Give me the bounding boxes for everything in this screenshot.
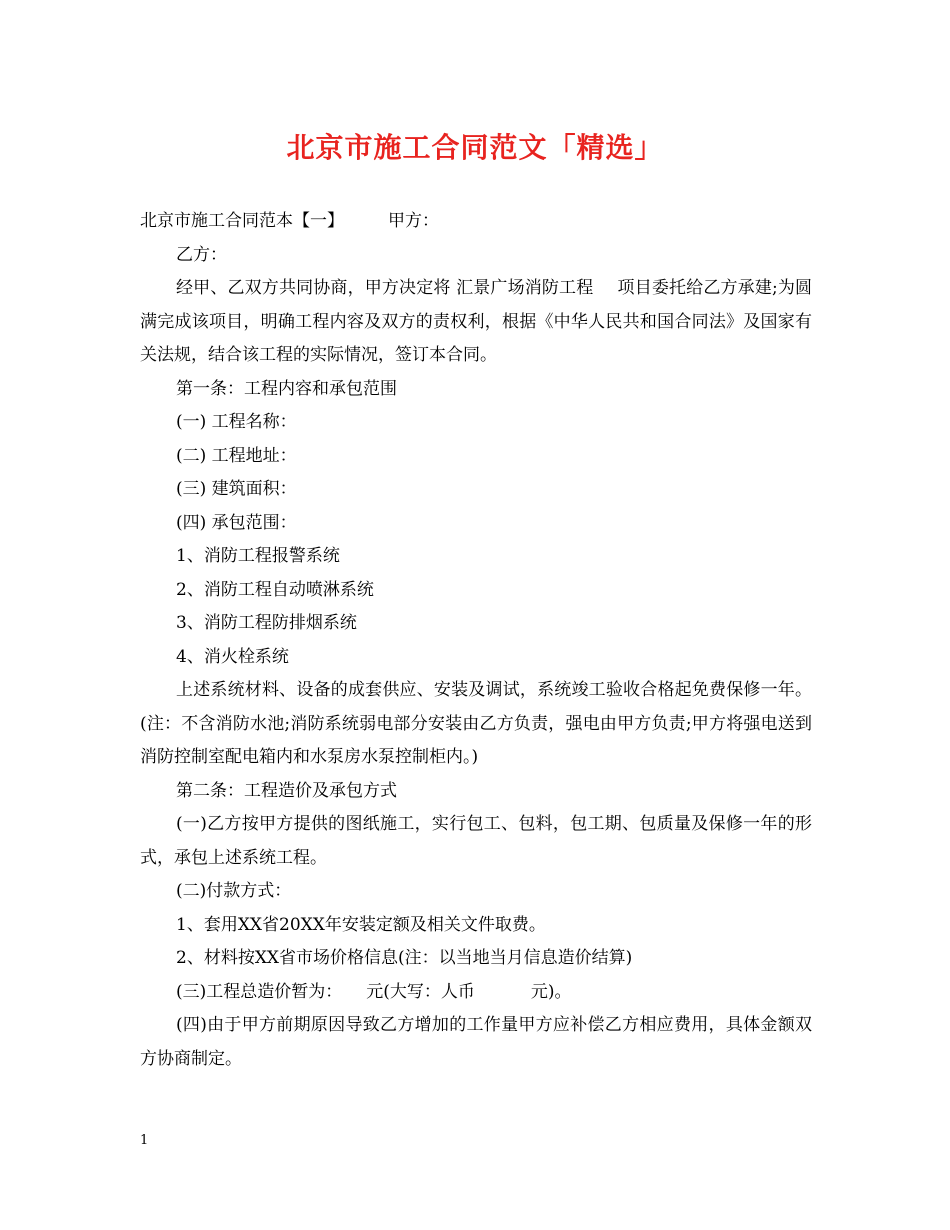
document-title: 北京市施工合同范文「精选」 [286,131,664,164]
intro-paragraph: 经甲、乙双方共同协商，甲方决定将 汇景广场消防工程 项目委托给乙方承建;为圆满完成该项目，明确工程内容及双方的责权利，根据《中华人民共和国合同法》及国家有关法规，结合该工程的实际情况，签订本合同。 [140,278,813,365]
system-item: 2、消防工程自动喷淋系统 [176,579,374,600]
cost-clause-4: (四)由于甲方前期原因导致乙方增加的工作量甲方应补偿乙方相应费用，具体金额双方协商制定。 [140,1015,812,1069]
cost-clause-3: (三)工程总造价暂为： 元(大写：人币 元)。 [176,981,572,1002]
party-b-label: 乙方： [176,244,227,265]
system-item: 1、消防工程报警系统 [176,546,340,566]
contract-sample-label: 北京市施工合同范本【一】 [140,211,344,231]
payment-item: 1、套用XX省20XX年安装定额及相关文件取费。 [176,914,546,935]
item-building-area: (三) 建筑面积： [176,479,297,499]
system-item: 3、消防工程防排烟系统 [176,613,357,633]
system-item: 4、消火栓系统 [176,646,289,667]
cost-clause-1: (一)乙方按甲方提供的图纸施工，实行包工、包料，包工期、包质量及保修一年的形式，承包上述系统工程。 [140,814,812,868]
payment-item: 2、材料按XX省市场价格信息(注：以当地当月信息造价结算) [176,948,633,968]
party-a-label: 甲方： [388,211,439,231]
cost-clause-2: (二)付款方式： [176,881,292,901]
article-1-title: 第一条：工程内容和承包范围 [176,378,397,399]
document-body [140,205,812,1076]
article-2-title: 第二条：工程造价及承包方式 [176,780,397,801]
page-number: 1 [140,1133,149,1148]
scope-paragraph: 上述系统材料、设备的成套供应、安装及调试，系统竣工验收合格起免费保修一年。(注：不含消防水池;消防系统弱电部分安装由乙方负责，强电由甲方负责;甲方将强电送到消防控制室配电箱内和水泵房水泵控制柜内。) [140,680,812,767]
item-contract-scope: (四) 承包范围： [176,512,297,533]
project-name: 汇景广场消防工程 [456,278,594,298]
item-project-address: (二) 工程地址： [176,445,297,466]
item-project-name: (一) 工程名称： [176,412,297,432]
contract-heading-line [140,205,812,239]
